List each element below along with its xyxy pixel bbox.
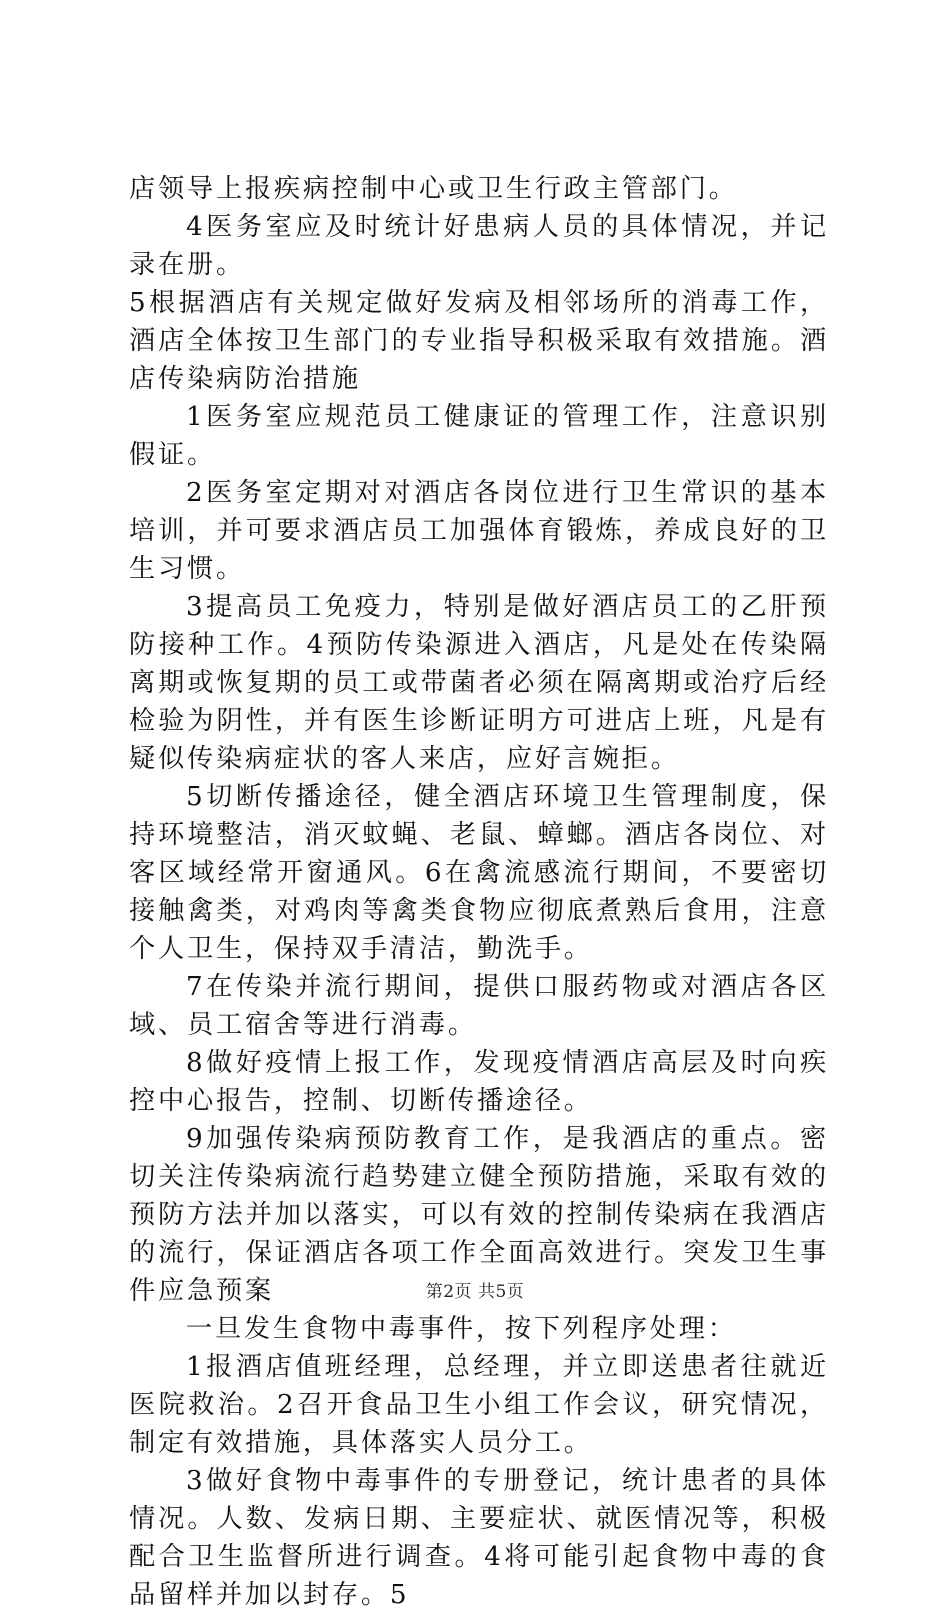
paragraph: 8做好疫情上报工作，发现疫情酒店高层及时向疾控中心报告，控制、切断传播途径。 <box>129 1048 829 1116</box>
paragraph: 店领导上报疾病控制中心或卫生行政主管部门。 <box>129 174 738 204</box>
paragraph: 2医务室定期对对酒店各岗位进行卫生常识的基本培训，并可要求酒店员工加强体育锻炼，养成良好的卫生习惯。 <box>129 478 829 584</box>
paragraph: 4医务室应及时统计好患病人员的具体情况，并记录在册。 <box>129 212 829 280</box>
paragraph: 一旦发生食物中毒事件，按下列程序处理： <box>186 1314 737 1344</box>
paragraph: 5根据酒店有关规定做好发病及相邻场所的消毒工作，酒店全体按卫生部门的专业指导积极采取有效措施。酒店传染病防治措施 <box>129 288 829 394</box>
paragraph: 9加强传染病预防教育工作，是我酒店的重点。密切关注传染病流行趋势建立健全预防措施，采取有效的预防方法并加以落实，可以有效的控制传染病在我酒店的流行，保证酒店各项工作全面高效进行。突发卫生事件应急预案 <box>129 1124 829 1306</box>
paragraph: 3做好食物中毒事件的专册登记，统计患者的具体情况。人数、发病日期、主要症状、就医情况等，积极配合卫生监督所进行调查。4将可能引起食物中毒的食品留样并加以封存。5 <box>129 1466 829 1610</box>
paragraph: 5切断传播途径，健全酒店环境卫生管理制度，保持环境整洁，消灭蚊蝇、老鼠、蟑螂。酒店各岗位、对客区域经常开窗通风。6在禽流感流行期间，不要密切接触禽类，对鸡肉等禽类食物应彻底煮熟后食用，注意个人卫生，保持双手清洁，勤洗手。 <box>129 782 829 964</box>
paragraph: 3提高员工免疫力，特别是做好酒店员工的乙肝预防接种工作。4预防传染源进入酒店，凡是处在传染隔离期或恢复期的员工或带菌者必须在隔离期或治疗后经检验为阴性，并有医生诊断证明方可进店上班，凡是有疑似传染病症状的客人来店，应好言婉拒。 <box>129 592 829 774</box>
paragraph: 1报酒店值班经理，总经理，并立即送患者往就近医院救治。2召开食品卫生小组工作会议，研究情况，制定有效措施，具体落实人员分工。 <box>129 1352 829 1458</box>
document-body <box>129 170 829 1614</box>
paragraph: 1医务室应规范员工健康证的管理工作，注意识别假证。 <box>129 402 829 470</box>
paragraph: 7在传染并流行期间，提供口服药物或对酒店各区域、员工宿舍等进行消毒。 <box>129 972 829 1040</box>
page-number-footer: 第2页 共5页 <box>425 1282 525 1302</box>
